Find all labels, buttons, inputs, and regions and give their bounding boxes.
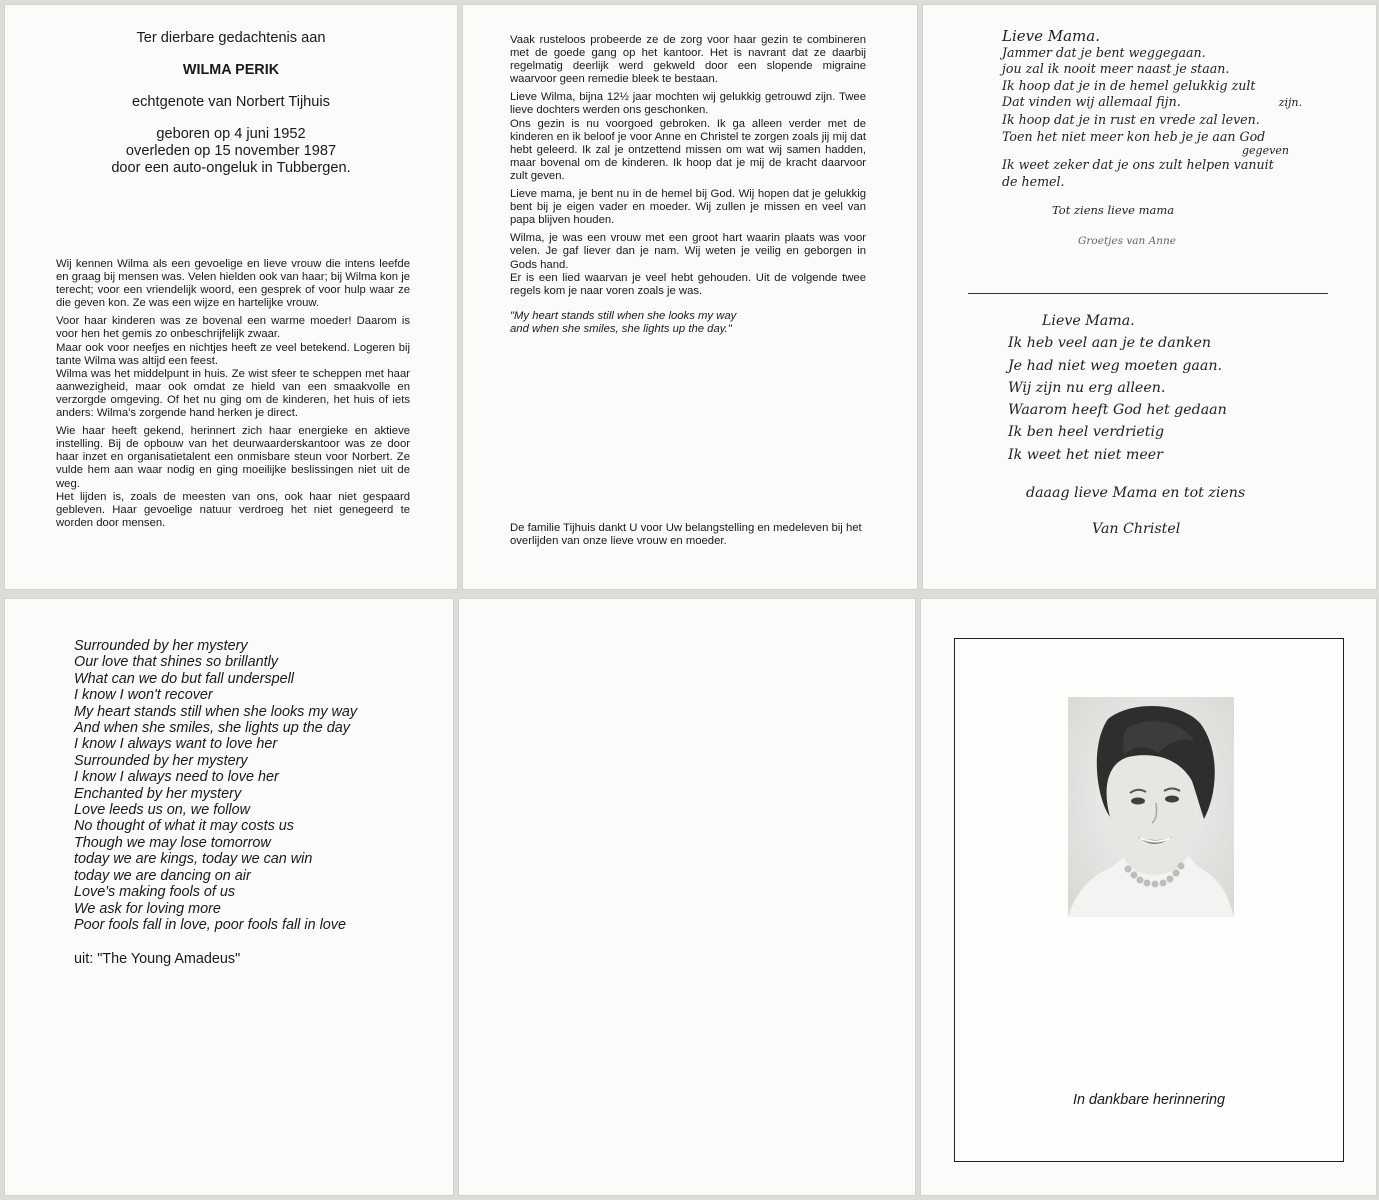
poem-source: uit: "The Young Amadeus": [74, 951, 241, 967]
paragraph: Lieve mama, je bent nu in de hemel bij God. Wij hopen dat je gelukkig bent bij je eigen vader en moeder. Wij zullen je missen en veel van papa blijven houden.: [510, 188, 866, 227]
paragraph: Voor haar kinderen was ze bovenal een warme moeder! Daarom is voor hen het gemis zo onbeschrijfelijk zwaar.: [56, 315, 410, 341]
quote-line: and when she smiles, she lights up the day.": [510, 322, 732, 335]
poem-line: No thought of what it may costs us: [74, 818, 294, 835]
poem-line: What can we do but fall underspell: [74, 670, 294, 687]
paragraph: Lieve Wilma, bijna 12½ jaar mochten wij gelukkig getrouwd zijn. Twee lieve dochters werden ons geschonken.: [510, 91, 866, 117]
letter-line-text: Dat vinden wij allemaal fijn.: [1002, 94, 1181, 110]
letter-closing: Tot ziens lieve mama: [1052, 203, 1175, 218]
letter-line: Ik weet het niet meer: [1008, 446, 1163, 463]
poem-line: I know I always want to love her: [74, 736, 278, 753]
portrait-photo: [1068, 697, 1234, 917]
paragraph: Wie haar heeft gekend, herinnert zich haar energieke en aktieve instelling. Bij de opbouw van het deurwaarderskantoor was ze door haar inzet en organisatietalent een onmisbare steun voor Norbert. Ze vulde hem aan waar nodig en ging moeilijke beslissingen niet uit de weg.: [56, 425, 410, 490]
letter-line: Ik hoop dat je in de hemel gelukkig zult: [1002, 77, 1256, 93]
letter-line: Ik heb veel aan je te danken: [1008, 335, 1211, 352]
poem-text: [74, 638, 449, 933]
photo-frame: [954, 638, 1344, 1162]
spouse-line: echtgenote van Norbert Tijhuis: [132, 94, 330, 110]
paragraph: Vaak rusteloos probeerde ze de zorg voor haar gezin te combineren met de goede gang op het kantoor. Het is navrant dat ze daarbij regelmatig deerlijk werd gekweld door een slopende migraine waarvoor geen remedie bleek te bestaan.: [510, 34, 866, 86]
poem-line: I know I won't recover: [74, 687, 213, 704]
letter-signature: Groetjes van Anne: [1078, 234, 1176, 247]
poem-line: Enchanted by her mystery: [74, 785, 242, 802]
poem-line: I know I always need to love her: [74, 769, 279, 786]
letter-line: Je had niet weg moeten gaan.: [1008, 357, 1222, 374]
poem-line: Surrounded by her mystery: [74, 752, 248, 769]
poem-line: And when she smiles, she lights up the day: [74, 720, 350, 737]
letter-line: Toen het niet meer kon heb je je aan God: [1002, 128, 1266, 144]
letter-line: Waarom heeft God het gedaan: [1008, 402, 1227, 419]
deceased-name: WILMA PERIK: [182, 62, 280, 78]
letter-line: Jammer dat je bent weggegaan.: [1002, 44, 1206, 60]
letter-text: [510, 34, 866, 336]
blank-panel: [458, 598, 916, 1196]
paragraph: Ons gezin is nu voorgoed gebroken. Ik ga alleen verder met de kinderen en ik beloof je voor Anne en Christel te zorgen zoals jij mij dat hebt geleerd. Ik zal je ontzettend missen om wat wij samen hadden, maar bovenal om de kinderen. Ik hoop dat je mij de kracht daarvoor zult geven.: [510, 117, 866, 182]
poem-line: Though we may lose tomorrow: [74, 834, 271, 851]
card-panel-front: [4, 4, 458, 590]
card-panel-inside: [462, 4, 918, 590]
letter-line: Ik hoop dat je in rust en vrede zal leven.: [1002, 111, 1260, 127]
family-thanks: De familie Tijhuis dankt U voor Uw belangstelling en medeleven bij het overlijden van onze lieve vrouw en moeder.: [510, 522, 862, 548]
letter-line: [1002, 94, 1362, 112]
poem-line: We ask for loving more: [74, 900, 221, 917]
salutation: Lieve Mama.: [1002, 27, 1100, 45]
poem-line: Surrounded by her mystery: [74, 638, 248, 654]
death-date: overleden op 15 november 1987: [125, 143, 337, 159]
poem-line: Our love that shines so brillantly: [74, 654, 278, 671]
paragraph: Wilma was het middelpunt in huis. Ze wist sfeer te scheppen met haar aanwezigheid, maar ook omdat ze hield van een smaakvolle en verzorgde omgeving. Of het nu ging om de kinderen, het huis of iets anders: Wilma's zorgende hand herken je direct.: [56, 367, 410, 420]
letter-line: Wij zijn nu erg alleen.: [1008, 379, 1166, 396]
poem-line: My heart stands still when she looks my way: [74, 703, 358, 720]
letter-line: jou zal ik nooit meer naast je staan.: [1002, 61, 1230, 77]
intro-line: Ter dierbare gedachtenis aan: [136, 30, 326, 46]
letter-from-christel: [1008, 310, 1348, 541]
poem-line: today we are dancing on air: [74, 867, 251, 884]
poem-line: today we are kings, today we can win: [74, 851, 313, 868]
paragraph: Wilma, je was een vrouw met een groot hart waarin plaats was voor velen. Je gaf liever dan je nam. Wij weten je veilig en geborgen in Gods hand.: [510, 232, 866, 271]
poem-line: Love's making fools of us: [74, 884, 236, 901]
salutation: Lieve Mama.: [1042, 313, 1135, 329]
paragraph: Het lijden is, zoals de meesten van ons, ook haar niet gespaard gebleven. Haar gevoelige natuur verdroeg het niet genegeerd te worden door mensen.: [56, 490, 410, 529]
poem-panel: [4, 598, 454, 1196]
death-cause: door een auto-ongeluk in Tubbergen.: [111, 160, 351, 176]
birth-date: geboren op 4 juni 1952: [156, 126, 306, 142]
song-quote: [510, 310, 866, 336]
dates-block: [4, 126, 458, 177]
poem-line: Poor fools fall in love, poor fools fall in love: [74, 916, 346, 933]
letter-line: Ik weet zeker dat je ons zult helpen vanuit: [1002, 157, 1274, 173]
letter-line: gegeven: [1242, 144, 1289, 158]
photo-caption: In dankbare herinnering: [1072, 1092, 1225, 1108]
quote-line: "My heart stands still when she looks my way: [510, 309, 737, 322]
biography-text: [56, 258, 410, 530]
paragraph: Wij kennen Wilma als een gevoelige en lieve vrouw die intens leefde en graag bij mensen was. Velen hielden ook van haar; bij Wilma kon je terecht; voor een vriendelijk woord, een gesprek of voor hulp waar ze die geven kon. Ze was een wijze en hartelijke vrouw.: [56, 258, 410, 310]
handwritten-letters-panel: [922, 4, 1377, 590]
letter-signature: Van Christel: [1092, 521, 1181, 538]
letter-line-end: zijn.: [1278, 96, 1303, 110]
separator-line: [968, 293, 1328, 294]
letter-line: de hemel.: [1002, 173, 1065, 189]
letter-closing: daaag lieve Mama en tot ziens: [1026, 485, 1246, 502]
paragraph: Maar ook voor neefjes en nichtjes heeft ze veel betekend. Logeren bij tante Wilma was altijd een feest.: [56, 341, 410, 367]
letter-from-anne: [1002, 28, 1362, 250]
paragraph: Er is een lied waarvan je veel hebt gehouden. Uit de volgende twee regels kom je naar voren zoals je was.: [510, 271, 866, 297]
photo-panel: [920, 598, 1377, 1196]
letter-line: Ik ben heel verdrietig: [1008, 424, 1165, 441]
poem-line: Love leeds us on, we follow: [74, 802, 250, 819]
